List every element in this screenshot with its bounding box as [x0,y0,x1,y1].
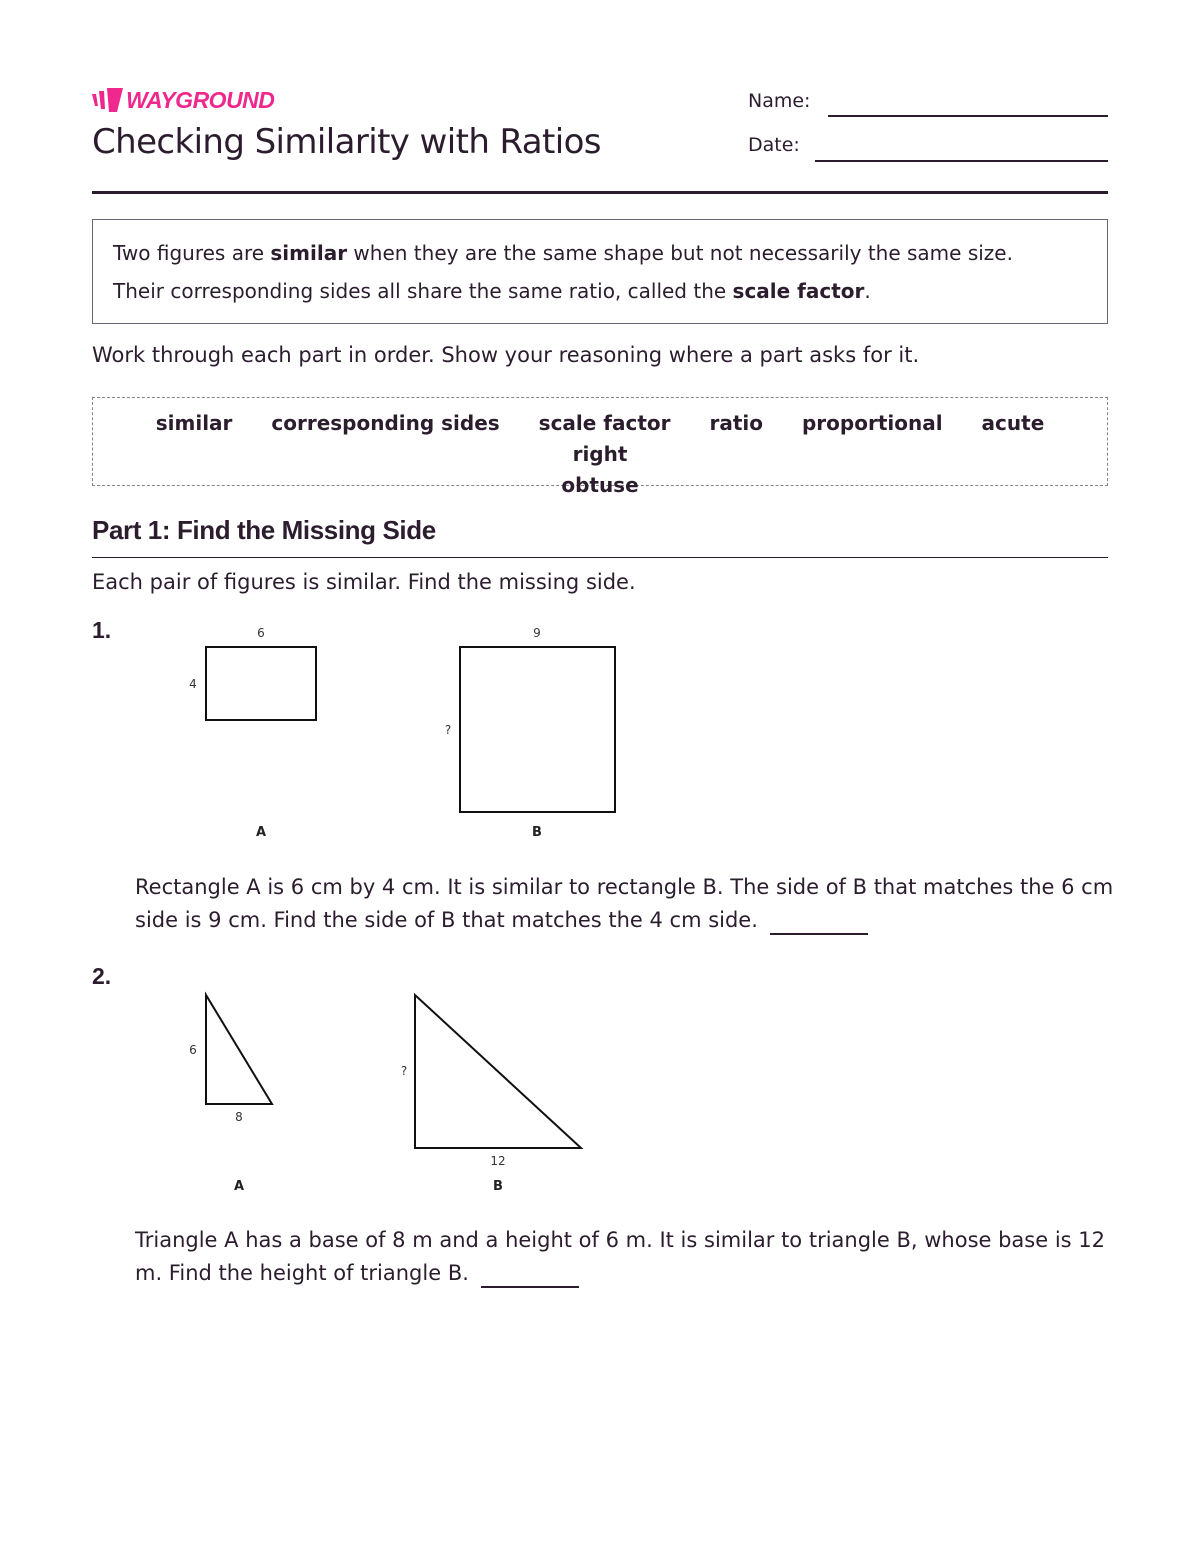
rectangle-b-side-label: ? [444,723,452,737]
triangle-b-base-label: 12 [490,1154,506,1168]
term-scale-factor: scale factor [732,279,865,303]
rectangle-a-side-label: 4 [189,677,197,691]
brand-mark-icon [92,88,124,112]
answer-blank[interactable] [770,913,868,935]
word-bank [92,397,1108,497]
rectangle-a-caption: A [255,825,267,840]
question-2-text: Triangle A has a base of 8 m and a height of 6 m. It is similar to triangle B, whose base is 12 m. Find the height of triangle B. [135,1224,1115,1290]
word-bank-item: right [572,442,628,466]
answer-blank[interactable] [481,1266,579,1288]
triangle-a [206,995,272,1104]
header-divider [92,191,1108,194]
triangle-a-height-label: 6 [189,1043,197,1057]
name-label: Name: [748,90,811,112]
part-intro: Each pair of figures is similar. Find the missing side. [92,570,636,594]
brand-logo [92,86,274,114]
definition-box [92,219,1108,324]
word-bank-item: ratio [709,411,764,435]
date-field[interactable] [815,160,1108,162]
rectangle-a [206,647,316,720]
triangle-a-base-label: 8 [235,1110,243,1124]
rectangle-b [460,647,615,812]
word-bank-item: scale factor [538,411,671,435]
question-1-text: Rectangle A is 6 cm by 4 cm. It is similar to rectangle B. The side of B that matches the 6 cm side is 9 cm. Find the side of B that matches the 4 cm side. [135,871,1115,937]
triangle-b-caption: B [493,1179,503,1194]
rectangle-b-caption: B [532,825,542,840]
rectangle-a-top-label: 6 [257,626,265,640]
word-bank-item: similar [155,411,233,435]
rectangle-b-top-label: 9 [533,626,541,640]
instructions: Work through each part in order. Show your reasoning where a part asks for it. [92,343,920,367]
triangle-a-caption: A [233,1179,245,1194]
question-number: 2. [92,963,112,989]
word-bank-item: acute [981,411,1045,435]
date-label: Date: [748,134,800,156]
word-bank-item: proportional [801,411,943,435]
part-divider [92,557,1108,558]
triangle-b [415,995,581,1148]
definition-line-2: Their corresponding sides all share the same ratio, called the scale factor. [113,279,871,303]
name-field[interactable] [828,115,1108,117]
page-title: Checking Similarity with Ratios [92,122,601,162]
word-bank-item: corresponding sides [271,411,500,435]
triangle-b-height-label: ? [400,1064,408,1078]
definition-line-1: Two figures are similar when they are the same shape but not necessarily the same size. [113,241,1013,265]
part-heading: Part 1: Find the Missing Side [92,515,436,545]
question-number: 1. [92,617,112,643]
word-bank-item: obtuse [561,473,639,497]
brand-name: WAYGROUND [126,86,275,113]
term-similar: similar [270,241,348,265]
